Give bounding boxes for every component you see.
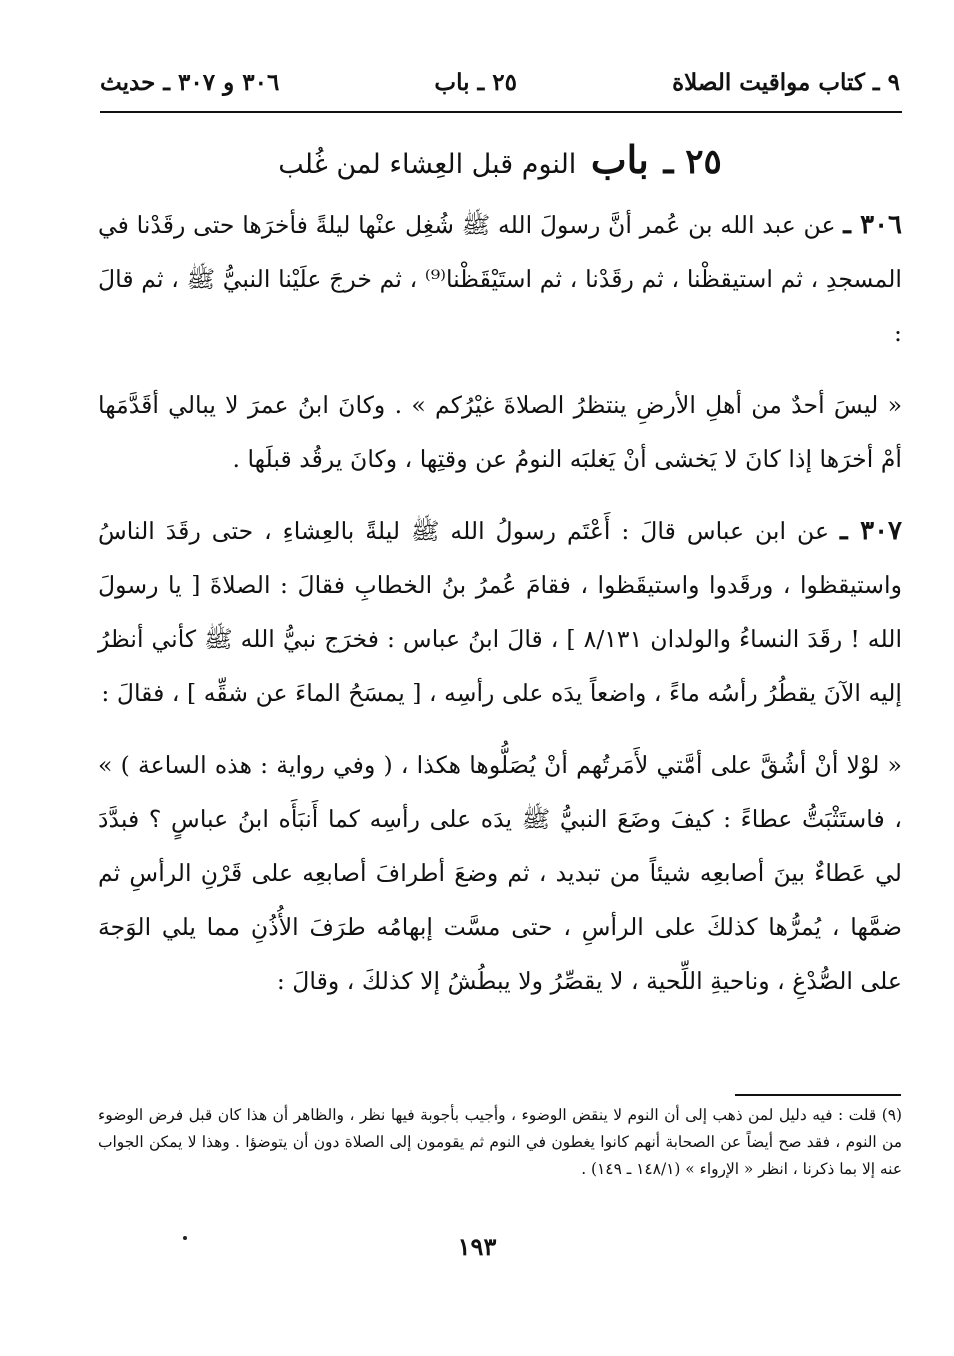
chapter-number: ٢٥ ـ <box>663 142 722 182</box>
hadith-text: « ليسَ أحدٌ من أهلِ الأرضِ ينتظرُ الصلاةَ غيْرُكم » . وكانَ ابنُ عمرَ لا يبالي أقَدَّمَها أمْ أخرَها إذا كانَ لا يَخشى أنْ يَغلبَه النومُ عن وقتِها ، وكانَ يرقُد قبلَها . <box>98 391 902 473</box>
footnote: (٩) قلت : فيه دليل لمن ذهب إلى أن النوم لا ينقض الوضوء ، وأجيب بأجوبة فيها نظر ، والظاهر أن هذا كان قبل فرض الوضوء من النوم ، فقد صح أيضاً عن الصحابة أنهم كانوا يغطون في النوم ثم يقومون إلى الصلاة دون أن يتوضؤا . وهذا لا يمكن الجواب عنه إلا بما ذكرنا ، انظر « الإرواء » (١٤٨/١ ـ ١٤٩) . <box>98 1106 902 1178</box>
hadith-306-continuation <box>98 378 902 486</box>
hadith-306-paragraph <box>98 198 902 360</box>
page-number: ١٩٣ <box>457 1232 497 1261</box>
chapter-title: النوم قبل العِشاء لمن غُلب <box>278 149 577 180</box>
hadith-307-continuation <box>98 738 902 1008</box>
hadith-text: « لوْلا أنْ أشُقَّ على أمَّتي لأَمَرتُهم أنْ يُصَلُّوها هكذا ، ( وفي رواية : هذه الساعة ) » ، فاستَثْبَتُّ عطاءً : كيفَ وضَعَ النبيُّ ﷺ يدَه على رأسِه كما أَنبَأَه ابنُ عباسٍ ؟ فبدَّدَ لي عَطاءٌ بينَ أصابعِه شيئاً من تبديد ، ثم وضعَ أطرافَ أصابعِه على قَرْنِ الرأسِ ثم ضمَّها ، يُمرُّها كذلكَ على الرأسِ ، حتى مسَّت إبهامُه طرَفَ الأُذُنِ مما يلي الوَجهَ على الصُّدْغِ ، وناحيةِ اللِّحية ، لا يقصِّرُ ولا يبطُشُ إلا كذلكَ ، وقالَ : <box>98 751 902 995</box>
chapter-heading <box>100 130 900 195</box>
running-header <box>100 62 900 102</box>
hadith-text: عن عبد الله بن عُمر أنَّ رسولَ الله ﷺ شُغِل عنْها ليلةً فأخرَها حتى رقَدْنا في المسجدِ ، ثم استيقظْنا ، ثم رقَدْنا ، ثم استَيْقَظْنا⁽⁹⁾ ، ثم خرجَ علَيْنا النبيُّ ﷺ ، ثم قالَ : <box>98 211 902 347</box>
chapter-word: باب <box>590 137 649 182</box>
hadith-307-paragraph <box>98 504 902 720</box>
footnote-divider <box>735 1094 901 1096</box>
header-divider <box>100 111 902 113</box>
hadith-number: ٣٠٦ ـ <box>843 210 903 240</box>
main-text <box>98 198 902 1026</box>
hadith-text: عن ابن عباس قالَ : أَعْتَم رسولُ الله ﷺ ليلةً بالعِشاءِ ، حتى رقَدَ الناسُ واستيقظوا ، ورقَدوا واستيقَظوا ، فقامَ عُمرُ بنُ الخطابِ فقالَ : الصلاةَ [ يا رسولَ الله ! رقَدَ النساءُ والولدان ٨/١٣١ ] ، قالَ ابنُ عباس : فخرَج نبيُّ الله ﷺ كأني أنظرُ إليه الآنَ يقطُرُ رأسُه ماءً ، واضعاً يدَه على رأسِه ، [ يمسَحُ الماءَ عن شقِّه ] ، فقالَ : <box>98 517 903 707</box>
print-speck <box>183 1236 187 1240</box>
header-hadith-range: ٣٠٦ و ٣٠٧ ـ حديث <box>100 68 280 96</box>
hadith-number: ٣٠٧ ـ <box>839 516 903 546</box>
header-chapter: ٢٥ ـ باب <box>434 68 517 96</box>
header-book-title: ٩ ـ كتاب مواقيت الصلاة <box>672 68 900 96</box>
